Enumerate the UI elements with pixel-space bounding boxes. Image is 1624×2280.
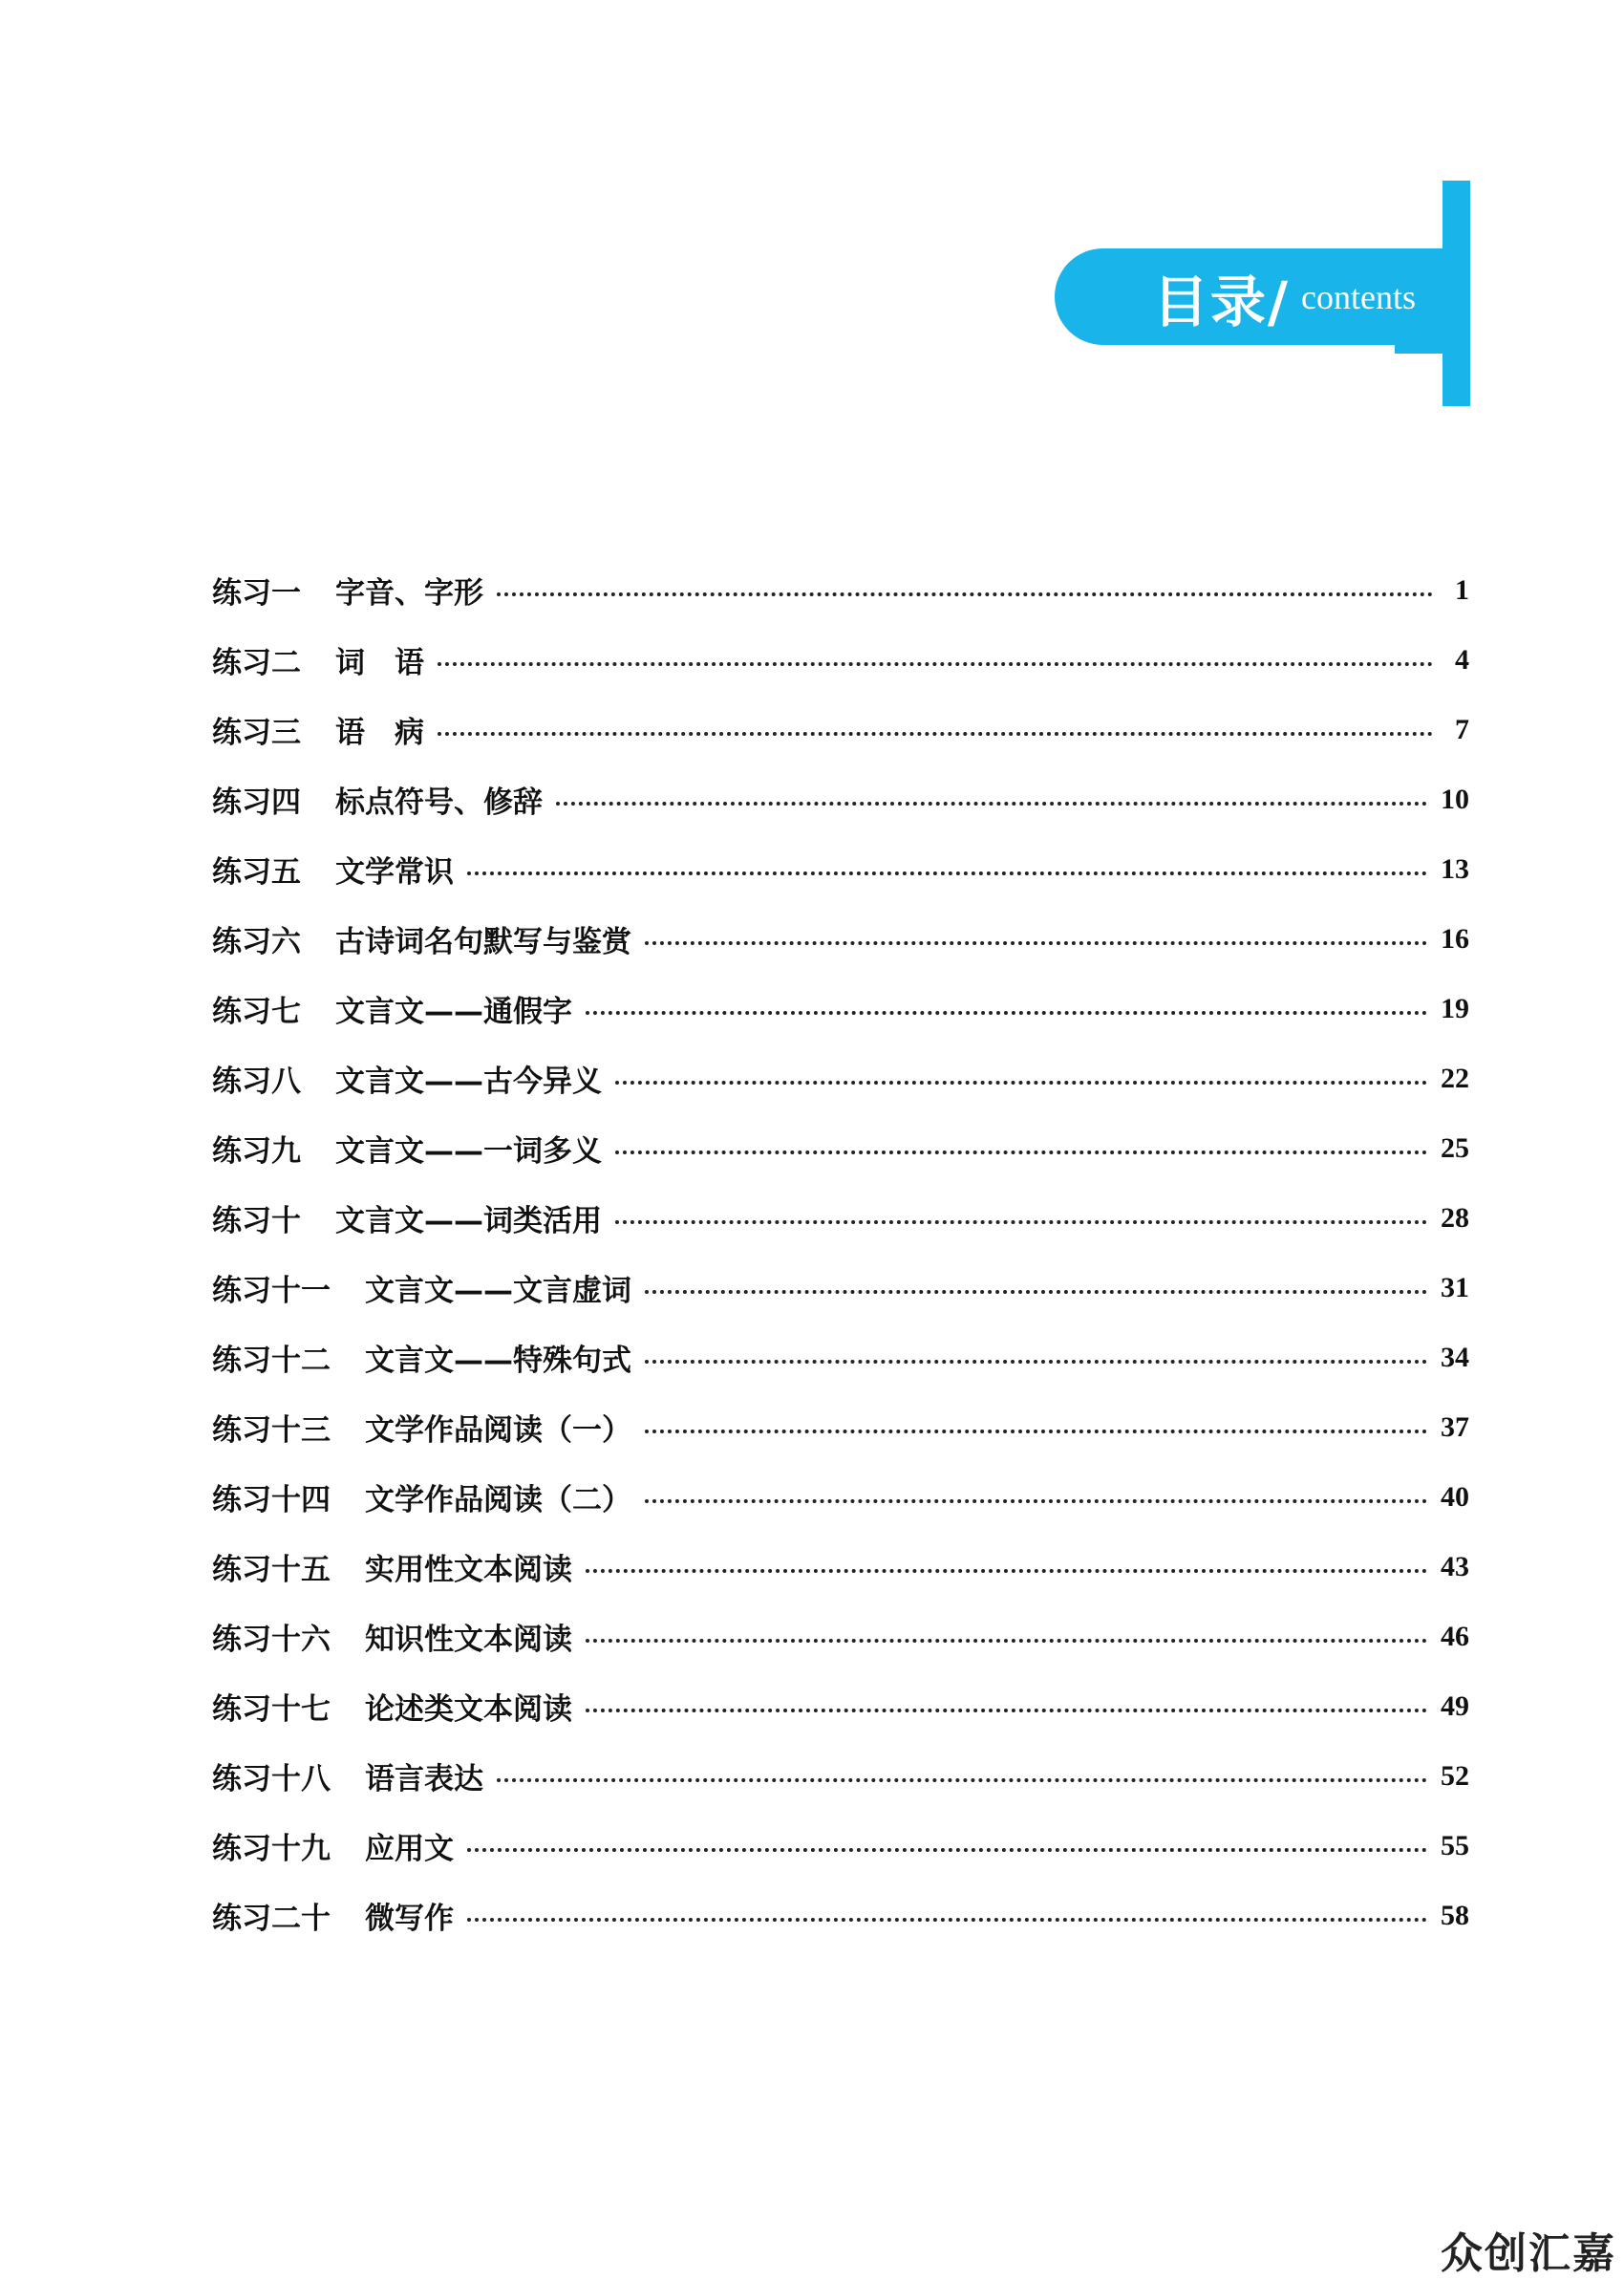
toc-entry-page: 4 <box>1455 643 1469 676</box>
toc-dot-leader <box>615 1151 1427 1154</box>
toc-entry[interactable] <box>212 1043 1469 1113</box>
toc-dot-leader <box>645 1430 1427 1433</box>
toc-dot-leader <box>586 1709 1427 1712</box>
toc-entry[interactable] <box>212 1602 1469 1671</box>
toc-dot-leader <box>438 732 1433 736</box>
toc-dot-leader <box>586 1639 1427 1643</box>
toc-entry[interactable] <box>212 834 1469 904</box>
toc-dot-leader <box>467 871 1427 875</box>
toc-entry-title: 文言文——词类活用 <box>335 1204 602 1238</box>
toc-entry-page: 16 <box>1441 922 1469 955</box>
toc-entry[interactable] <box>212 974 1469 1043</box>
toc-entry-title: 文言文——通假字 <box>335 995 572 1029</box>
toc-entry-title: 语言表达 <box>365 1762 483 1796</box>
toc-entry[interactable] <box>212 1323 1469 1392</box>
toc-entry-page: 7 <box>1455 713 1469 745</box>
toc-dot-leader <box>615 1081 1427 1085</box>
toc-entry-page: 46 <box>1441 1620 1469 1652</box>
toc-entry-number: 练习十一 <box>212 1274 331 1308</box>
toc-entry-title: 知识性文本阅读 <box>365 1623 572 1657</box>
toc-entry-page: 52 <box>1441 1759 1469 1792</box>
toc-entry-title: 文学常识 <box>335 855 454 890</box>
toc-dot-leader <box>645 1290 1427 1294</box>
toc-entry-page: 43 <box>1441 1550 1469 1582</box>
toc-entry-page: 34 <box>1441 1341 1469 1373</box>
toc-entry-page: 19 <box>1441 992 1469 1024</box>
toc-dot-leader <box>556 802 1427 806</box>
toc-entry-title: 文学作品阅读（一） <box>365 1413 631 1448</box>
toc-entry-page: 22 <box>1441 1062 1469 1094</box>
toc-dot-leader <box>438 662 1433 666</box>
toc-entry[interactable] <box>212 555 1469 625</box>
toc-entry-number: 练习十六 <box>212 1623 331 1657</box>
toc-entry-page: 1 <box>1455 573 1469 606</box>
toc-entry-number: 练习二 <box>212 646 301 680</box>
toc-entry-number: 练习十三 <box>212 1413 331 1448</box>
toc-entry-page: 28 <box>1441 1201 1469 1234</box>
toc-entry-page: 31 <box>1441 1271 1469 1303</box>
toc-entry-title: 论述类文本阅读 <box>365 1692 572 1727</box>
toc-entry[interactable] <box>212 1183 1469 1253</box>
toc-entry-number: 练习十二 <box>212 1344 331 1378</box>
toc-entry-number: 练习十五 <box>212 1553 331 1587</box>
toc-entry-title: 古诗词名句默写与鉴赏 <box>335 925 631 959</box>
toc-entry[interactable] <box>212 1881 1469 1950</box>
toc-title-en: contents <box>1301 277 1416 316</box>
toc-entry-number: 练习六 <box>212 925 301 959</box>
toc-title-zh: 目录/ <box>1152 269 1291 334</box>
table-of-contents <box>212 555 1469 1950</box>
toc-entry[interactable] <box>212 764 1469 834</box>
toc-entry-page: 25 <box>1441 1131 1469 1164</box>
toc-entry-number: 练习四 <box>212 785 301 820</box>
toc-entry-number: 练习二十 <box>212 1902 331 1936</box>
toc-entry-number: 练习七 <box>212 995 301 1029</box>
toc-entry-number: 练习五 <box>212 855 301 890</box>
toc-entry-page: 37 <box>1441 1410 1469 1443</box>
toc-dot-leader <box>645 941 1427 945</box>
toc-entry-title: 文言文——特殊句式 <box>365 1344 631 1378</box>
toc-entry[interactable] <box>212 695 1469 764</box>
toc-dot-leader <box>645 1499 1427 1503</box>
watermark-text: 众创汇嘉 <box>1441 2229 1616 2278</box>
toc-entry-page: 40 <box>1441 1480 1469 1513</box>
toc-entry-page: 58 <box>1441 1899 1469 1931</box>
toc-entry-page: 13 <box>1441 852 1469 885</box>
toc-entry-number: 练习十九 <box>212 1832 331 1866</box>
toc-entry-number: 练习一 <box>212 576 301 611</box>
toc-entry-title: 字音、字形 <box>335 576 483 611</box>
toc-entry-page: 49 <box>1441 1689 1469 1722</box>
toc-entry[interactable] <box>212 625 1469 695</box>
toc-entry[interactable] <box>212 904 1469 974</box>
toc-entry-title: 文学作品阅读（二） <box>365 1483 631 1517</box>
toc-entry-title: 语 病 <box>335 716 424 750</box>
toc-header-banner <box>1055 248 1450 345</box>
toc-entry-title: 词 语 <box>335 646 424 680</box>
toc-entry-number: 练习十四 <box>212 1483 331 1517</box>
toc-entry[interactable] <box>212 1113 1469 1183</box>
toc-entry[interactable] <box>212 1671 1469 1741</box>
toc-dot-leader <box>586 1569 1427 1573</box>
toc-entry-title: 应用文 <box>365 1832 454 1866</box>
toc-entry-page: 55 <box>1441 1829 1469 1861</box>
toc-entry-title: 标点符号、修辞 <box>335 785 543 820</box>
toc-entry-number: 练习八 <box>212 1065 301 1099</box>
toc-entry-number: 练习九 <box>212 1134 301 1169</box>
toc-entry-title: 文言文——文言虚词 <box>365 1274 631 1308</box>
toc-entry-number: 练习十八 <box>212 1762 331 1796</box>
toc-entry-title: 文言文——古今异义 <box>335 1065 602 1099</box>
toc-entry-number: 练习十七 <box>212 1692 331 1727</box>
toc-entry[interactable] <box>212 1253 1469 1323</box>
toc-dot-leader <box>467 1918 1427 1922</box>
toc-entry[interactable] <box>212 1741 1469 1811</box>
toc-dot-leader <box>645 1360 1427 1364</box>
toc-entry[interactable] <box>212 1811 1469 1881</box>
toc-dot-leader <box>467 1848 1427 1852</box>
toc-dot-leader <box>497 592 1433 596</box>
toc-entry-number: 练习十 <box>212 1204 301 1238</box>
toc-entry[interactable] <box>212 1462 1469 1532</box>
toc-dot-leader <box>586 1011 1427 1015</box>
toc-entry-number: 练习三 <box>212 716 301 750</box>
toc-dot-leader <box>497 1778 1427 1782</box>
toc-entry-title: 微写作 <box>365 1902 454 1936</box>
toc-entry-title: 实用性文本阅读 <box>365 1553 572 1587</box>
toc-entry-page: 10 <box>1441 783 1469 815</box>
toc-entry-title: 文言文——一词多义 <box>335 1134 602 1169</box>
toc-dot-leader <box>615 1220 1427 1224</box>
header-accent-tab <box>1395 334 1450 354</box>
toc-entry[interactable] <box>212 1532 1469 1602</box>
toc-entry[interactable] <box>212 1392 1469 1462</box>
